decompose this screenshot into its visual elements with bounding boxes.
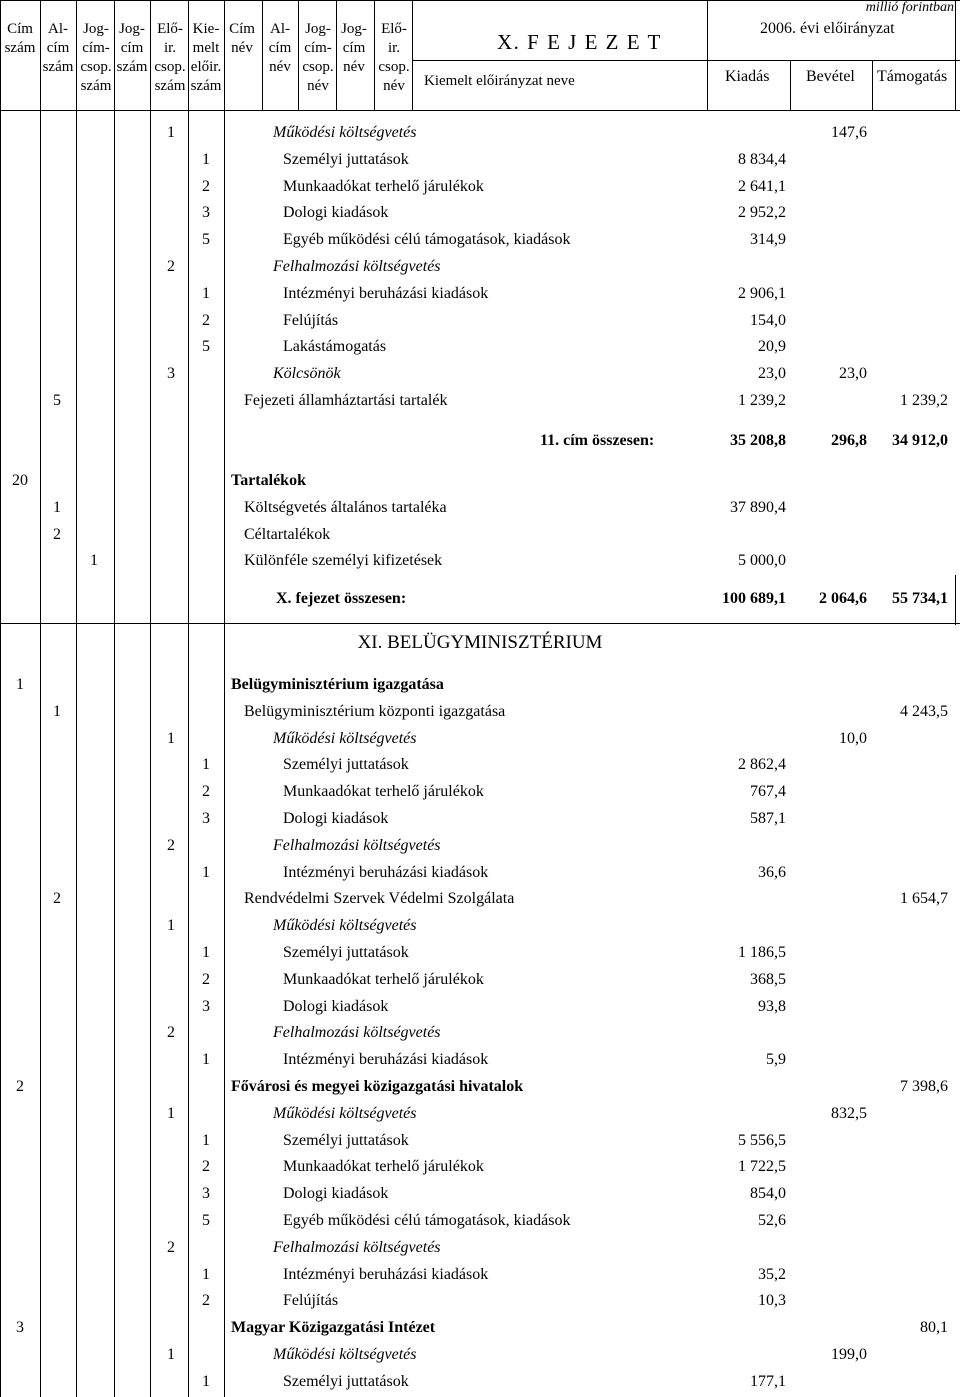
code-c6: 1 [202,944,210,961]
row-name: Belügyminisztérium igazgatása [231,676,444,693]
col-kiemelt-szam: Kie- melt előir. szám [190,21,222,94]
table-row [0,1128,960,1154]
code-c5: 1 [167,124,175,141]
table-row [0,1047,960,1073]
table-row [0,548,960,574]
col-jogcim-nev: Jog- cím név [341,21,367,75]
kiadas-value: 23,0 [758,365,786,383]
kiadas-value: 154,0 [750,311,786,329]
kiadas-value: 2 862,4 [738,756,786,774]
row-name: Személyi juttatások [283,944,409,961]
table-row [0,334,960,360]
bevetel-value: 23,0 [839,365,867,383]
code-c6: 1 [202,1131,210,1149]
table-row [0,886,960,912]
code-c6: 1 [202,1051,210,1069]
row-name: Felhalmozási költségvetés [273,1024,441,1042]
table-row [0,994,960,1020]
row-name: Felhalmozási költségvetés [273,1238,441,1256]
col-eloircsop-szam: Elő- ir. csop. szám [154,21,186,94]
code-c6: 1 [202,284,210,302]
row-name: Személyi juttatások [283,756,409,774]
table-row [0,388,960,414]
row-name: Személyi juttatások [283,1372,409,1390]
row-name: Lakástámogatás [283,338,387,356]
kiadas-value: 2 952,2 [738,204,786,222]
code-c5: 2 [167,836,175,854]
tamogatas-value: 1 654,7 [900,890,948,908]
row-name: Működési költségvetés [273,1346,417,1363]
table-row [0,254,960,280]
col-jogcim-szam: Jog- cím szám [116,21,148,75]
table-row [0,308,960,334]
table-row [0,281,960,307]
tamogatas-total: 55 734,1 [892,590,948,607]
row-name: Dologi kiadások [283,1185,389,1203]
kiemelt-label: Kiemelt előirányzat neve [424,73,575,89]
kiadas-value: 177,1 [750,1372,786,1390]
row-name: Belügyminisztérium központi igazgatása [244,702,506,720]
row-name: Működési költségvetés [273,729,417,747]
kiadas-header: Kiadás [725,68,770,85]
col-alcim-nev: Al- cím név [268,21,292,75]
code-c2: 5 [53,392,61,409]
code-c5: 2 [167,1238,175,1256]
row-name: Személyi juttatások [283,1131,409,1149]
code-c5: 2 [167,1024,175,1042]
table-row [0,726,960,752]
code-c6: 5 [202,1212,210,1229]
kiadas-value: 2 641,1 [738,177,786,195]
code-c6: 1 [202,863,210,881]
table-header [0,0,960,110]
row-name: Kölcsönök [273,365,341,383]
table-row [0,779,960,805]
code-c6: 2 [202,970,210,988]
col-jogcimcsop-szam: Jog- cím- csop. szám [80,21,112,94]
table-row [0,1208,960,1234]
code-c5: 1 [167,729,175,747]
table-row [0,361,960,387]
kiadas-value: 5 000,0 [738,552,786,570]
bevetel-header: Bevétel [806,68,855,85]
table-row [0,913,960,939]
kiadas-total: 35 208,8 [730,432,786,449]
code-c6: 2 [202,783,210,801]
row-name: Egyéb működési célú támogatások, kiadások [283,1212,571,1229]
row-name: Költségvetés általános tartaléka [244,498,447,516]
code-c1: 20 [12,472,28,489]
section-title: XI. BELÜGYMINISZTÉRIUM [357,632,603,653]
row-name: Működési költségvetés [273,124,417,141]
row-name: Egyéb működési célú támogatások, kiadások [283,231,571,249]
row-name: Munkaadókat terhelő járulékok [283,970,484,988]
table-row [0,1020,960,1046]
year-label: 2006. évi előirányzat [760,20,895,37]
kiadas-value: 93,8 [758,997,786,1015]
col-cim-szam: Cím szám [4,21,36,56]
code-c6: 2 [202,1292,210,1310]
row-name: Felhalmozási költségvetés [273,258,441,275]
code-c6: 5 [202,231,210,249]
bevetel-value: 147,6 [831,124,867,141]
code-c6: 1 [202,756,210,774]
row-name: Munkaadókat terhelő járulékok [283,1158,484,1176]
kiadas-value: 36,6 [758,863,786,881]
row-name: Munkaadókat terhelő járulékok [283,783,484,801]
code-c6: 1 [202,1372,210,1390]
row-name: Dologi kiadások [283,204,389,222]
summary-label: 11. cím összesen: [540,432,655,449]
table-row [0,200,960,226]
code-c6: 1 [202,150,210,168]
kiadas-value: 8 834,4 [738,150,786,168]
row-name: Működési költségvetés [273,917,417,935]
row-name: Intézményi beruházási kiadások [283,863,489,881]
code-c5: 3 [167,365,175,383]
table-row [0,833,960,859]
row-name: Tartalékok [231,472,306,489]
row-name: Felhalmozási költségvetés [273,836,441,854]
table-row [0,1181,960,1207]
kiadas-value: 2 906,1 [738,284,786,302]
bevetel-total: 2 064,6 [819,590,867,607]
bevetel-value: 199,0 [831,1346,867,1363]
bevetel-value: 10,0 [839,729,867,747]
row-name: Személyi juttatások [283,150,409,168]
tamogatas-total: 34 912,0 [892,432,948,449]
code-c3: 1 [90,552,98,570]
table-row [0,1288,960,1314]
chapter-title: X. F E J E Z E T [497,30,662,54]
tamogatas-value: 80,1 [920,1319,948,1337]
row-name: Magyar Közigazgatási Intézet [231,1319,436,1337]
code-c2: 2 [53,890,61,908]
code-c6: 5 [202,338,210,356]
row-name: Intézményi beruházási kiadások [283,1051,489,1069]
row-name: Felújítás [283,1292,339,1310]
row-name: Munkaadókat terhelő járulékok [283,177,484,195]
code-c2: 1 [53,498,61,516]
tamogatas-value: 1 239,2 [900,392,948,409]
row-name: Fejezeti államháztartási tartalék [244,392,448,409]
table-row [0,1235,960,1261]
code-c6: 3 [202,1185,210,1203]
table-row [0,1074,960,1100]
kiadas-value: 854,0 [750,1185,786,1203]
col-jogcimcsop-nev: Jog- cím- csop. név [302,21,334,94]
code-c1: 2 [16,1078,24,1095]
code-c6: 3 [202,810,210,827]
kiadas-value: 5 556,5 [738,1131,786,1149]
table-row [0,227,960,253]
col-cim-nev: Cím név [229,21,255,56]
row-name: Felújítás [283,311,339,329]
code-c6: 1 [202,1265,210,1283]
tamogatas-value: 4 243,5 [900,702,948,720]
kiadas-value: 52,6 [758,1212,786,1229]
kiadas-value: 587,1 [750,810,786,827]
kiadas-value: 314,9 [750,231,786,249]
table-row [0,147,960,173]
row-name: Intézményi beruházási kiadások [283,1265,489,1283]
kiadas-total: 100 689,1 [722,590,786,607]
col-alcim-szam: Al- cím szám [42,21,74,75]
col-eloircsop-nev: Elő- ir. csop. név [378,21,410,94]
row-name: Fővárosi és megyei közigazgatási hivatalok [231,1078,524,1095]
code-c1: 3 [16,1319,24,1337]
table-row [0,806,960,832]
row-name: Dologi kiadások [283,997,389,1015]
table-row [0,672,960,698]
code-c6: 3 [202,204,210,222]
row-name: Dologi kiadások [283,810,389,827]
table-row [0,1154,960,1180]
table-row [0,752,960,778]
tamogatas-header: Támogatás [877,68,948,85]
kiadas-value: 35,2 [758,1265,786,1283]
summary-label: X. fejezet összesen: [276,590,407,607]
bevetel-total: 296,8 [831,432,867,449]
table-row [0,967,960,993]
code-c6: 2 [202,1158,210,1176]
row-name: Rendvédelmi Szervek Védelmi Szolgálata [244,890,515,908]
table-row [0,1342,960,1368]
code-c5: 2 [167,258,175,275]
kiadas-value: 10,3 [758,1292,786,1310]
table-row [0,1315,960,1341]
row-name: Működési költségvetés [273,1104,417,1122]
kiadas-value: 767,4 [750,783,786,801]
kiadas-value: 1 722,5 [738,1158,786,1176]
row-name: Céltartalékok [244,525,331,543]
table-row [0,468,960,494]
table-row [0,495,960,521]
table-row [0,699,960,725]
kiadas-value: 368,5 [750,970,786,988]
row-name: Intézményi beruházási kiadások [283,284,489,302]
table-row [0,120,960,146]
kiadas-value: 5,9 [766,1051,786,1069]
table-row [0,940,960,966]
code-c6: 3 [202,997,210,1015]
table-row [0,522,960,548]
code-c6: 2 [202,311,210,329]
code-c6: 2 [202,177,210,195]
code-c2: 2 [53,525,61,543]
table-row [0,1369,960,1395]
kiadas-value: 20,9 [758,338,786,356]
summary-row [0,428,960,454]
summary-row [0,586,960,612]
kiadas-value: 1 186,5 [738,944,786,961]
table-row [0,1262,960,1288]
code-c5: 1 [167,1346,175,1363]
table-row [0,860,960,886]
table-row [0,174,960,200]
code-c5: 1 [167,1104,175,1122]
code-c5: 1 [167,917,175,935]
tamogatas-value: 7 398,6 [900,1078,948,1095]
row-name: Különféle személyi kifizetések [244,552,443,570]
table-row [0,1101,960,1127]
code-c1: 1 [16,676,24,693]
unit-label: millió forintban [865,0,954,15]
kiadas-value: 37 890,4 [730,498,786,516]
code-c2: 1 [53,702,61,720]
bevetel-value: 832,5 [831,1104,867,1122]
kiadas-value: 1 239,2 [738,392,786,409]
